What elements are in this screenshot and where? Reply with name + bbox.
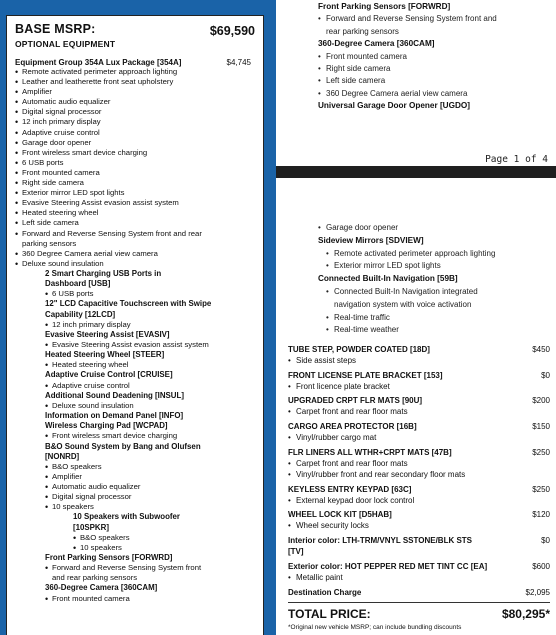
msrp-footnote: *Original new vehicle MSRP; can include bundling discounts bbox=[288, 623, 462, 631]
list-item: • Automatic audio equalizer bbox=[45, 482, 255, 492]
component-360cam: 360-Degree Camera [360CAM] bbox=[45, 583, 158, 593]
list-item: • Evasive Steering Assist evasion assist system bbox=[15, 198, 255, 208]
list-item: • Deluxe sound insulation bbox=[15, 259, 255, 269]
package-name: Equipment Group 354A Lux Package [354A] bbox=[15, 58, 182, 67]
optional-equipment-heading: OPTIONAL EQUIPMENT bbox=[15, 39, 116, 49]
list-item: • Adaptive cruise control bbox=[15, 128, 255, 138]
options-price-table bbox=[288, 344, 550, 631]
right-page-bottom bbox=[276, 178, 556, 635]
total-divider bbox=[288, 602, 550, 603]
list-item: • Left side camera bbox=[15, 218, 255, 228]
list-item: • Front mounted camera bbox=[45, 594, 255, 604]
option-row bbox=[288, 484, 550, 495]
option-price: $200 bbox=[532, 396, 550, 406]
continued-feature-list bbox=[318, 222, 548, 337]
sdview-items bbox=[318, 248, 548, 274]
list-item: • Amplifier bbox=[45, 472, 255, 482]
option-name: FLR LINERS ALL WTHR+CRPT MATS [47B] bbox=[288, 447, 452, 457]
option-price: $120 bbox=[532, 510, 550, 520]
component-ugdo: Universal Garage Door Opener [UGDO] bbox=[318, 101, 470, 111]
list-item: • Connected Built-In Navigation integrated navigation system with voice activation bbox=[326, 286, 498, 312]
option-name: FRONT LICENSE PLATE BRACKET [153] bbox=[288, 370, 443, 380]
component-sdview: Sideview Mirrors [SDVIEW] bbox=[318, 235, 424, 245]
component-usb: 2 Smart Charging USB Ports in Dashboard [USB] bbox=[45, 268, 162, 289]
list-item: • Digital signal processor bbox=[45, 492, 255, 502]
option-note: • External keypad door lock control bbox=[288, 495, 550, 506]
list-item: • Heated steering wheel bbox=[45, 360, 255, 370]
component-nonrd: B&O Sound System by Bang and Olufsen [NONRD] bbox=[45, 441, 201, 461]
list-item: • Heated steering wheel bbox=[15, 208, 255, 218]
list-item: • Front mounted camera bbox=[318, 51, 548, 63]
component-360cam: 360-Degree Camera [360CAM] bbox=[318, 39, 435, 49]
list-item: • Exterior mirror LED spot lights bbox=[15, 188, 255, 198]
option-row bbox=[288, 421, 550, 432]
option-price: $150 bbox=[532, 422, 550, 432]
list-item: • Adaptive cruise control bbox=[45, 381, 255, 391]
list-item: • 10 speakers bbox=[45, 502, 255, 512]
component-insul: Additional Sound Deadening [INSUL] bbox=[45, 390, 184, 400]
component-evasiv: Evasive Steering Assist [EVASIV] bbox=[45, 329, 170, 339]
list-item: • Leather and leatherette front seat upholstery bbox=[15, 77, 255, 87]
list-item: • Front wireless smart device charging bbox=[45, 431, 255, 441]
option-note: • Side assist steps bbox=[288, 355, 550, 366]
list-item: • Automatic audio equalizer bbox=[15, 97, 255, 107]
option-note: • Wheel security locks bbox=[288, 520, 550, 531]
option-price: $250 bbox=[532, 447, 550, 457]
list-item: • Real-time traffic bbox=[326, 312, 548, 325]
package-components bbox=[15, 269, 255, 513]
package-price: $4,745 bbox=[226, 58, 251, 67]
right-page-top bbox=[276, 0, 556, 166]
option-note: • Carpet front and rear floor mats bbox=[288, 458, 550, 469]
option-row bbox=[288, 535, 550, 557]
component-cruise: Adaptive Cruise Control [CRUISE] bbox=[45, 370, 173, 380]
option-name: UPGRADED CRPT FLR MATS [90U] bbox=[288, 396, 423, 406]
list-item: • 360 Degree Camera aerial view camera bbox=[318, 88, 548, 100]
list-item: • 6 USB ports bbox=[45, 289, 255, 299]
list-item: • B&O speakers bbox=[45, 462, 255, 472]
base-msrp-price: $69,590 bbox=[209, 24, 255, 38]
component-info: Information on Demand Panel [INFO] bbox=[45, 411, 184, 421]
option-price: $600 bbox=[532, 562, 550, 572]
list-item: • Right side camera bbox=[318, 63, 548, 75]
option-name: TUBE STEP, POWDER COATED [18D] bbox=[288, 345, 430, 354]
window-sticker-page bbox=[6, 15, 264, 635]
list-item: • 12 inch primary display bbox=[45, 320, 255, 330]
option-note: • Front licence plate bracket bbox=[288, 381, 550, 392]
option-note: • Vinyl/rubber front and rear secondary floor mats bbox=[288, 469, 550, 480]
base-msrp-row bbox=[15, 22, 255, 38]
option-name: KEYLESS ENTRY KEYPAD [63C] bbox=[288, 484, 412, 494]
component-12lcd: 12" LCD Capacitive Touchscreen with Swipe Capability [12LCD] bbox=[45, 299, 212, 319]
list-item: • Front wireless smart device charging bbox=[15, 148, 255, 158]
list-item: • B&O speakers bbox=[73, 533, 255, 543]
list-item: • Forward and Reverse Sensing System front and rear parking sensors bbox=[318, 13, 498, 38]
component-wcpad: Wireless Charging Pad [WCPAD] bbox=[45, 421, 168, 431]
page-divider bbox=[276, 166, 556, 178]
option-row bbox=[288, 587, 550, 598]
option-price: $450 bbox=[532, 345, 550, 354]
total-value: $80,295* bbox=[501, 606, 550, 621]
option-name: Interior color: LTH-TRM/VNYL SSTONE/BLK STS [TV] bbox=[288, 536, 473, 557]
option-row bbox=[288, 447, 550, 458]
total-row bbox=[288, 607, 550, 621]
subwoofer-component bbox=[15, 512, 255, 553]
option-price: $2,095 bbox=[525, 587, 550, 597]
option-price: $0 bbox=[541, 536, 550, 546]
navigation-items bbox=[318, 286, 548, 337]
package-row bbox=[15, 58, 255, 67]
list-item: • Forward and Reverse Sensing System front and rear parking sensors bbox=[45, 563, 215, 583]
option-row bbox=[288, 395, 550, 406]
component-steer: Heated Steering Wheel [STEER] bbox=[45, 350, 165, 360]
list-item: • 360 Degree Camera aerial view camera bbox=[15, 249, 255, 259]
list-item: • Left side camera bbox=[318, 75, 548, 87]
total-label: TOTAL PRICE: bbox=[288, 606, 371, 621]
option-name: Exterior color: HOT PEPPER RED MET TINT CC [EA] bbox=[288, 562, 488, 572]
component-navigation: Connected Built-In Navigation [59B] bbox=[318, 274, 458, 284]
list-item: • 12 inch primary display bbox=[15, 117, 255, 127]
option-row bbox=[288, 561, 550, 572]
left-page-background bbox=[0, 0, 270, 635]
list-item: • Digital signal processor bbox=[15, 107, 255, 117]
list-item: • Forward and Reverse Sensing System front and rear parking sensors bbox=[15, 229, 209, 249]
list-item: • Amplifier bbox=[15, 87, 255, 97]
package-components-continued bbox=[15, 553, 255, 604]
base-msrp-label: BASE MSRP: bbox=[15, 22, 96, 36]
list-item: • Evasive Steering Assist evasion assist system bbox=[45, 340, 215, 350]
option-row bbox=[288, 509, 550, 520]
option-row bbox=[288, 370, 550, 381]
list-item: • Front mounted camera bbox=[15, 168, 255, 178]
list-item: • Real-time weather bbox=[326, 324, 548, 337]
component-forwrd: Front Parking Sensors [FORWRD] bbox=[45, 553, 173, 563]
option-name: Destination Charge bbox=[288, 587, 362, 597]
option-price: $0 bbox=[541, 370, 550, 380]
package-feature-list bbox=[15, 67, 255, 269]
list-item: • Remote activated perimeter approach lighting bbox=[15, 67, 255, 77]
option-note: • Vinyl/rubber cargo mat bbox=[288, 432, 550, 443]
page-indicator: Page 1 of 4 bbox=[485, 154, 548, 165]
list-item: • Remote activated perimeter approach lighting bbox=[326, 248, 496, 261]
list-item: • Garage door opener bbox=[318, 222, 548, 235]
option-note: • Metallic paint bbox=[288, 572, 550, 583]
list-item: • 10 speakers bbox=[73, 543, 255, 553]
option-name: CARGO AREA PROTECTOR [16B] bbox=[288, 422, 417, 432]
component-10spkr: 10 Speakers with Subwoofer [10SPKR] bbox=[73, 512, 180, 532]
option-price: $250 bbox=[532, 484, 550, 494]
continued-components bbox=[318, 1, 548, 113]
component-forwrd: Front Parking Sensors [FORWRD] bbox=[318, 2, 451, 11]
option-note: • Carpet front and rear floor mats bbox=[288, 406, 550, 417]
option-name: WHEEL LOCK KIT [D5HAB] bbox=[288, 510, 392, 520]
list-item: • Exterior mirror LED spot lights bbox=[326, 260, 548, 273]
list-item: • 6 USB ports bbox=[15, 158, 255, 168]
list-item: • Garage door opener bbox=[15, 138, 255, 148]
list-item: • Deluxe sound insulation bbox=[45, 401, 255, 411]
option-row bbox=[288, 344, 550, 355]
list-item: • Right side camera bbox=[15, 178, 255, 188]
